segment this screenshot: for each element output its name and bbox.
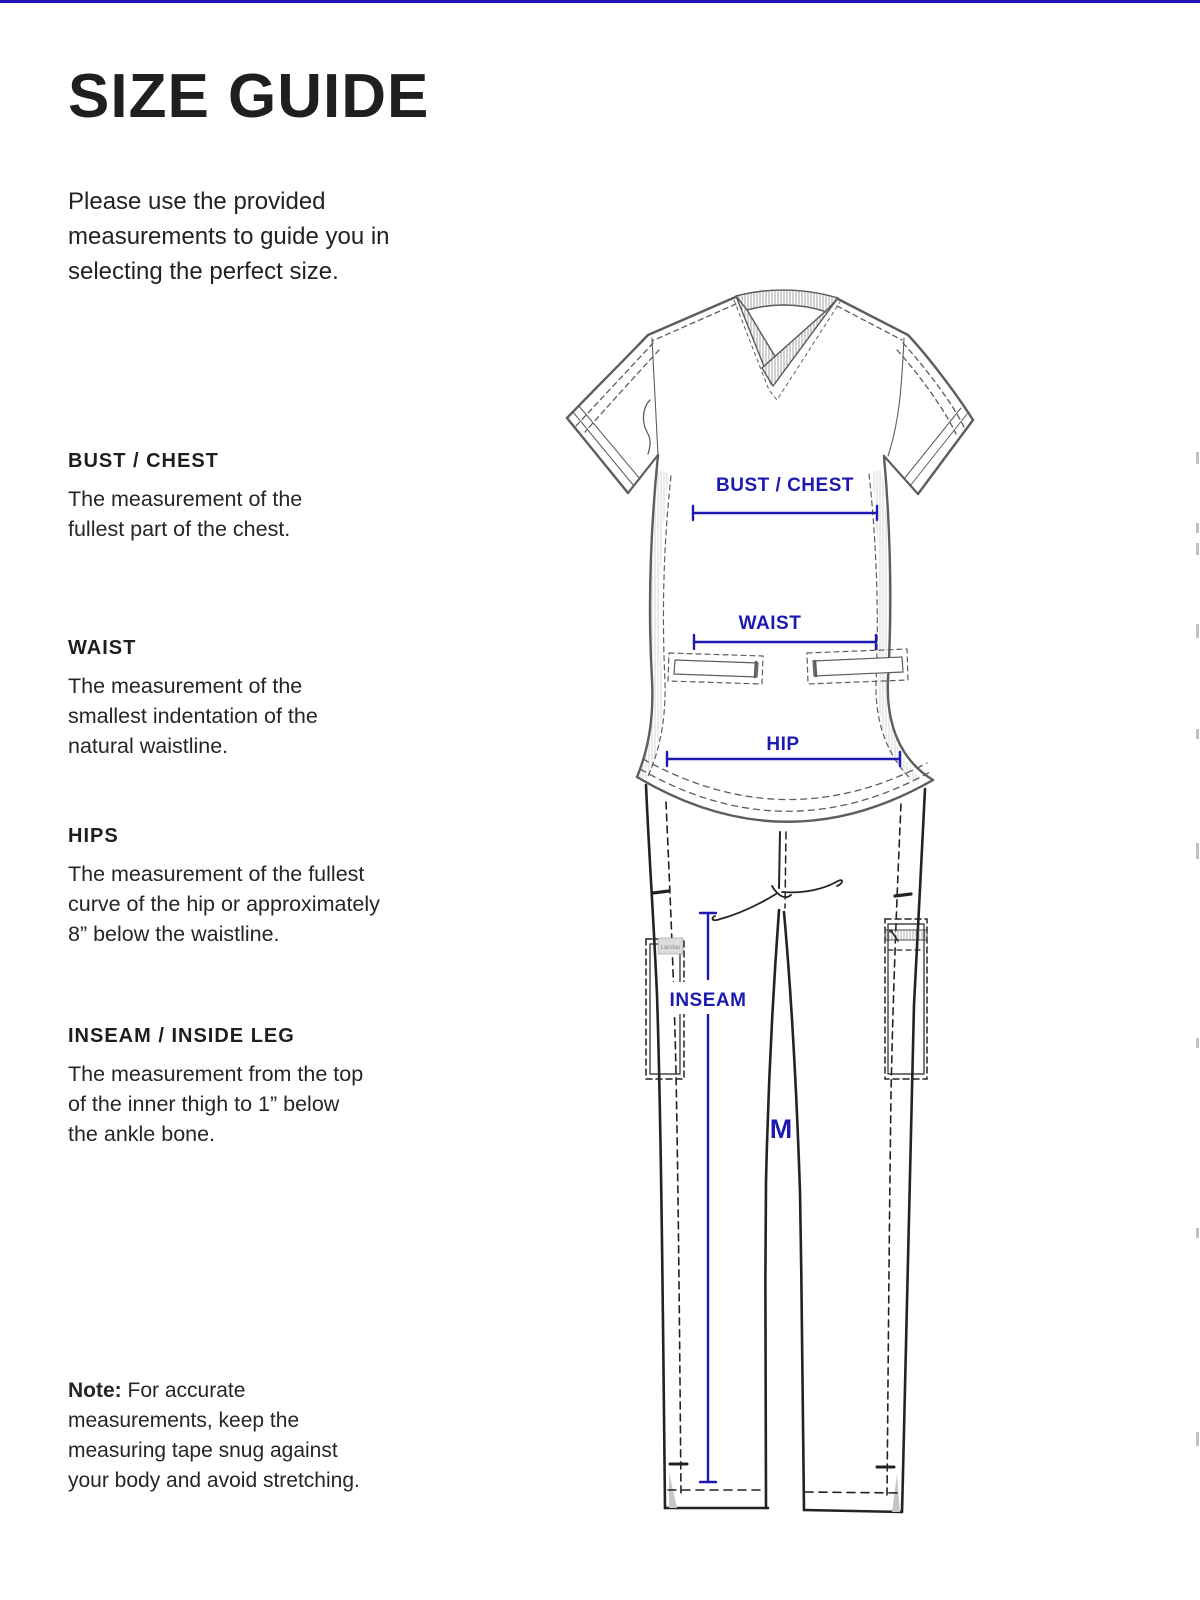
section-hips — [68, 825, 380, 949]
section-heading: BUST / CHEST — [68, 450, 219, 472]
page-title: SIZE GUIDE — [68, 62, 430, 131]
note-line: measurements, keep the — [68, 1409, 300, 1432]
waist-label: WAIST — [738, 613, 802, 634]
edge-artifact — [1196, 729, 1199, 739]
section-waist — [68, 637, 318, 761]
section-text-line: curve of the hip or approximately — [68, 892, 380, 916]
intro-line: selecting the perfect size. — [68, 258, 339, 285]
note-line-text: For accurate — [127, 1379, 246, 1402]
section-text-line: of the inner thigh to 1” below — [68, 1092, 340, 1116]
edge-artifact — [1196, 1432, 1199, 1446]
scrub-pants-drawing — [646, 785, 927, 1512]
section-heading: HIPS — [68, 825, 119, 847]
edge-artifact — [1196, 452, 1199, 464]
size-marker-label: M — [769, 1114, 793, 1144]
edge-artifact — [1196, 543, 1199, 555]
section-text-line: The measurement of the — [68, 674, 303, 698]
size-diagram — [540, 280, 1000, 1530]
edge-artifact — [1196, 843, 1199, 859]
note-line — [68, 1376, 360, 1406]
inseam-label: INSEAM — [669, 990, 747, 1011]
intro-line: measurements to guide you in — [68, 223, 390, 250]
edge-artifact — [1196, 523, 1199, 533]
note-text — [68, 1376, 360, 1496]
pocket-brand-tag: Landau — [660, 945, 681, 951]
intro-line: Please use the provided — [68, 188, 326, 215]
top-accent-border — [0, 0, 1200, 3]
section-bust-chest — [68, 450, 302, 544]
right-cargo-pocket — [885, 919, 927, 1079]
bust-chest-label: BUST / CHEST — [716, 475, 854, 496]
edge-artifact — [1196, 1228, 1199, 1238]
section-inseam — [68, 1025, 363, 1149]
section-text-line: The measurement from the top — [68, 1062, 364, 1086]
section-text-line: The measurement of the fullest — [68, 862, 365, 886]
edge-artifact — [1196, 1038, 1199, 1048]
section-text-line: The measurement of the — [68, 487, 303, 511]
section-heading: INSEAM / INSIDE LEG — [68, 1025, 295, 1047]
section-text-line: smallest indentation of the — [68, 704, 318, 728]
section-text-line: 8” below the waistline. — [68, 922, 280, 946]
intro-text — [68, 184, 390, 289]
garment-sketch — [540, 280, 1000, 1530]
section-text-line: fullest part of the chest. — [68, 517, 291, 541]
section-text-line: the ankle bone. — [68, 1122, 216, 1146]
section-heading: WAIST — [68, 637, 137, 659]
note-line: measuring tape snug against — [68, 1439, 338, 1462]
edge-artifact — [1196, 624, 1199, 638]
right-edge-artifacts — [1196, 0, 1200, 1600]
hip-label: HIP — [766, 734, 800, 755]
note-label: Note: — [68, 1379, 122, 1402]
section-text-line: natural waistline. — [68, 734, 229, 758]
note-line: your body and avoid stretching. — [68, 1469, 360, 1492]
